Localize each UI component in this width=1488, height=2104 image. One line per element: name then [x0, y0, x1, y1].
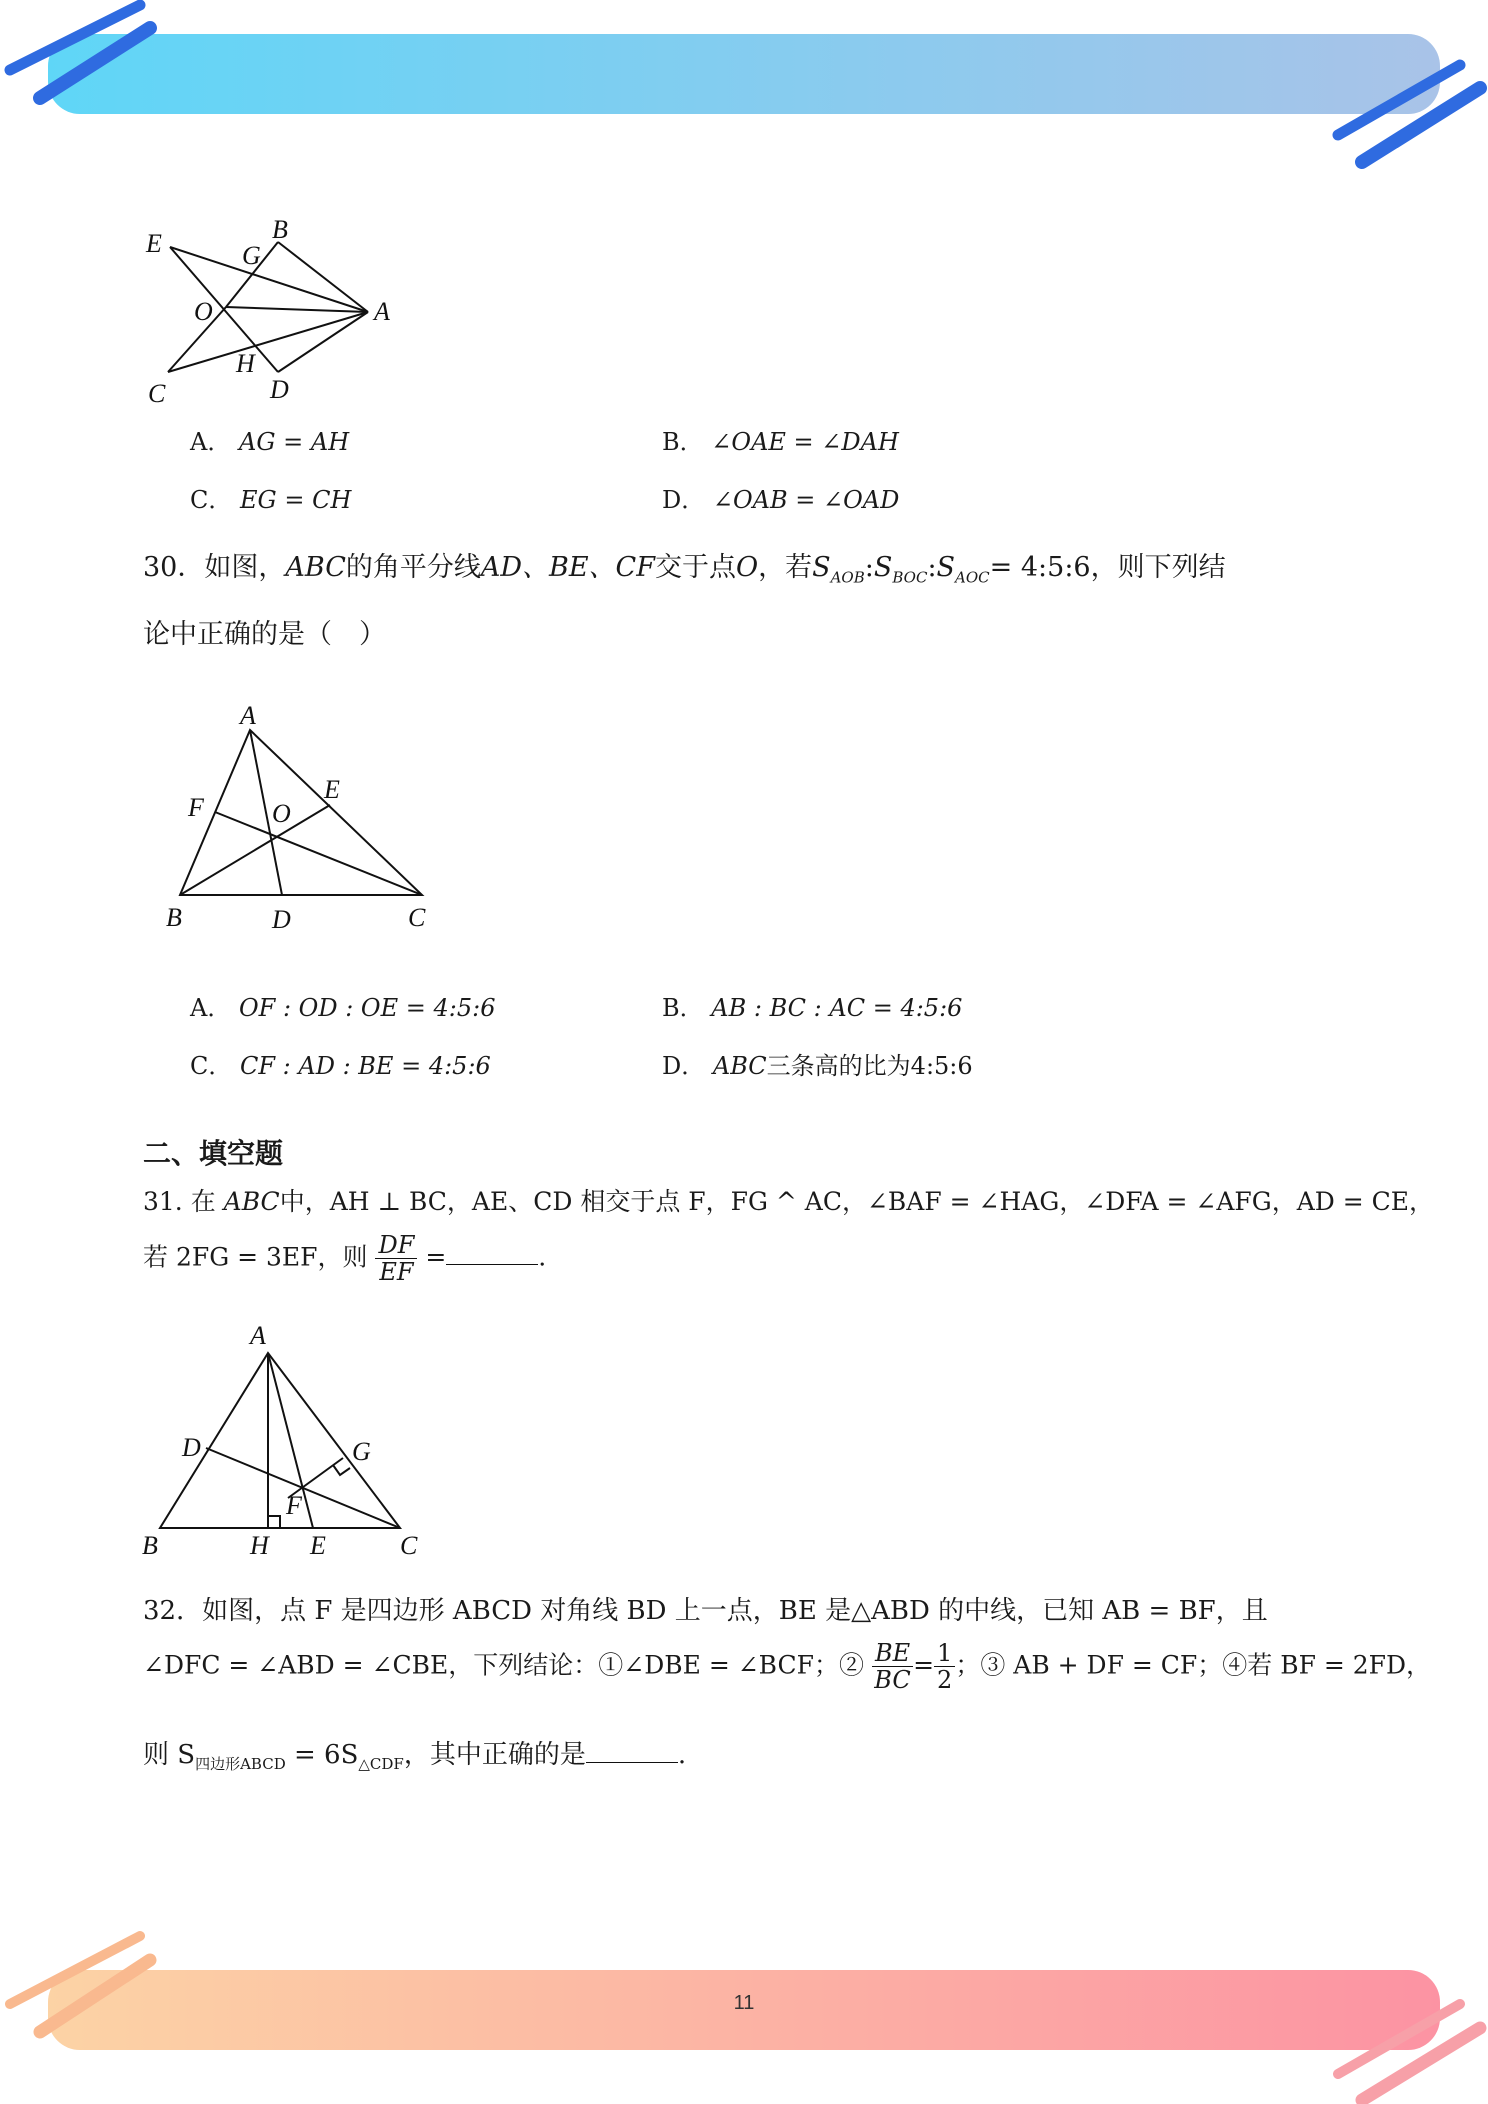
- q29-label: H: [236, 349, 255, 378]
- q29-label: O: [194, 297, 213, 326]
- q31-label: E: [310, 1531, 326, 1560]
- q30-label: O: [272, 799, 291, 828]
- q30-label: A: [240, 701, 256, 730]
- q30-option-c[interactable]: [190, 1046, 491, 1081]
- q31-label: B: [142, 1531, 158, 1560]
- option-text: EG = CH: [240, 486, 352, 514]
- option-key: B．: [662, 428, 704, 456]
- option-text: ABC: [712, 1052, 767, 1080]
- option-text: CF : AD : BE = 4:5:6: [240, 1052, 491, 1080]
- option-key: C．: [190, 1052, 233, 1080]
- option-key: D．: [662, 486, 706, 514]
- q31-label: H: [250, 1531, 269, 1560]
- q30-label: F: [188, 793, 204, 822]
- q30-label: D: [272, 905, 291, 934]
- option-text: AG = AH: [238, 428, 350, 456]
- q29-label: E: [146, 229, 162, 258]
- q30-option-d[interactable]: [662, 1046, 973, 1081]
- option-text: 三条高的比为4:5:6: [766, 1052, 973, 1080]
- option-key: A．: [190, 428, 232, 456]
- q31-label: C: [400, 1531, 418, 1560]
- q29-label: A: [374, 297, 390, 326]
- q29-option-c[interactable]: [190, 480, 351, 515]
- q32-fraction-half: $\frac{1}{2}$: [934, 1640, 955, 1694]
- answer-blank[interactable]: [446, 1264, 538, 1265]
- option-text: OF : OD : OE = 4:5:6: [238, 994, 496, 1022]
- q29-option-a[interactable]: [190, 422, 349, 457]
- option-text: AB : BC : AC = 4:5:6: [711, 994, 963, 1022]
- q30-option-b[interactable]: [662, 988, 962, 1023]
- q30-label: E: [324, 775, 340, 804]
- option-key: B．: [662, 994, 704, 1022]
- q30-label: B: [166, 903, 182, 932]
- q31-label: D: [182, 1433, 201, 1462]
- q30-stem-line2: 论中正确的是（ ）: [143, 619, 386, 650]
- page-number: 11: [733, 1992, 755, 2014]
- q29-figure: [138, 212, 408, 416]
- q32-fraction: $\frac{BE}{BC}$: [872, 1640, 913, 1694]
- q29-label: B: [272, 215, 288, 244]
- q30-stem-line1: 30．如图，ABC的角平分线AD、BE、CF交于点O，若$S_{AOB}:S_{BOC}:S_{AOC}=$ 4:5:6，则下列结: [143, 552, 1226, 587]
- q29-option-d[interactable]: [662, 480, 899, 515]
- option-text: ∠OAE = ∠DAH: [711, 428, 899, 456]
- section-heading: 二、填空题: [143, 1137, 284, 1170]
- q31-figure: [138, 1318, 438, 1572]
- q30-option-a[interactable]: [190, 988, 495, 1023]
- option-text: ∠OAB = ∠OAD: [712, 486, 900, 514]
- q31-label: F: [286, 1491, 302, 1520]
- q29-label: G: [242, 241, 261, 270]
- q31-stem-line1: 31. 在 ABC中，AH ⊥ BC，AE、CD 相交于点 F，FG ^ AC，∠BAF = ∠HAG，∠DFA = ∠AFG，AD = CE，: [143, 1187, 1435, 1216]
- q30-label: C: [408, 903, 426, 932]
- q31-label: A: [250, 1321, 266, 1350]
- q29-option-b[interactable]: [662, 422, 899, 457]
- q29-label: C: [148, 379, 166, 408]
- q31-fraction: $\frac{DF}{EF}$: [375, 1232, 417, 1286]
- q32-stem-line3: 则 $S_{四边形ABCD} = 6S_{\triangle CDF}$，其中正确的是 .: [143, 1740, 687, 1774]
- answer-blank[interactable]: [586, 1762, 678, 1763]
- q32-stem-line2: ∠DFC = ∠ABD = ∠CBE，下列结论：①∠DBE = ∠BCF；② $\frac{BE}{BC}$ = $\frac{1}{2}$ ；③ AB + DF = CF；④若 BF = 2FD，: [143, 1639, 1432, 1695]
- q29-label: D: [270, 375, 289, 404]
- q31-stem-line2: 若 2FG = 3EF，则 $\frac{DF}{EF}$ = .: [143, 1231, 547, 1287]
- q32-stem-line1: 32．如图，点 F 是四边形 ABCD 对角线 BD 上一点，BE 是△ABD 的中线，已知 AB = BF，且: [143, 1596, 1268, 1626]
- q31-label: G: [352, 1437, 371, 1466]
- option-key: C．: [190, 486, 233, 514]
- option-key: A．: [190, 994, 232, 1022]
- q30-figure: [160, 700, 450, 944]
- option-key: D．: [662, 1052, 706, 1080]
- header-banner: [0, 0, 1488, 180]
